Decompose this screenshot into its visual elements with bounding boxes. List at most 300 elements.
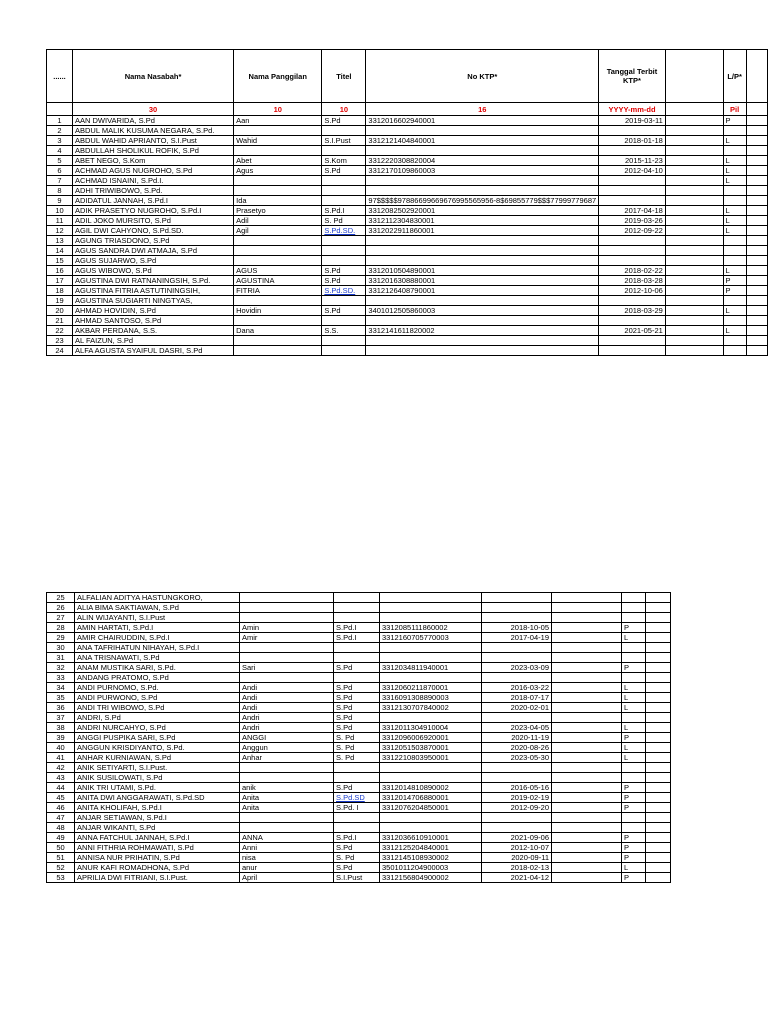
cell-lp: L (723, 226, 746, 236)
cell-blank (665, 336, 723, 346)
cell-blank (552, 853, 622, 863)
cell-lp: P (622, 663, 646, 673)
cell-tanggal-terbit: 2020-09-11 (482, 853, 552, 863)
cell-titel (322, 236, 366, 246)
cell-nama-nasabah: ALIA BIMA SAKTIAWAN, S.Pd (75, 603, 240, 613)
cell-nama-panggilan: AGUS (234, 266, 322, 276)
cell-no: 3 (47, 136, 73, 146)
cell-lp (723, 316, 746, 326)
cell-nama-panggilan: Aan (234, 116, 322, 126)
cell-tanggal-terbit: 2012-09-22 (599, 226, 666, 236)
cell-no-ktp: 3312170109860003 (366, 166, 599, 176)
cell-blank (665, 136, 723, 146)
table-row (47, 853, 671, 863)
cell-nama-nasabah: ANIK SUSILOWATI, S.Pd (75, 773, 240, 783)
table-row (47, 326, 768, 336)
cell-no: 7 (47, 176, 73, 186)
col-header-nama-nasabah: Nama Nasabah* (73, 50, 234, 103)
cell-titel: S.Pd (334, 783, 380, 793)
cell-nama-nasabah: ABDUL MALIK KUSUMA NEGARA, S.Pd. (73, 126, 234, 136)
cell-blank (665, 196, 723, 206)
cell-no-ktp: 3312036610910001 (380, 833, 482, 843)
cell-blank (665, 306, 723, 316)
cell-nama-nasabah: ANDANG PRATOMO, S.Pd (75, 673, 240, 683)
cell-no: 16 (47, 266, 73, 276)
table-row (47, 196, 768, 206)
col-header-extra (746, 50, 767, 103)
cell-no-ktp (380, 823, 482, 833)
cell-lp (622, 673, 646, 683)
cell-no: 32 (47, 663, 75, 673)
cell-no-ktp: 3312130707840002 (380, 703, 482, 713)
cell-titel: S. Pd (334, 733, 380, 743)
cell-blank (552, 633, 622, 643)
cell-titel: S.Pd (334, 693, 380, 703)
cell-titel: S.Pd.I (334, 623, 380, 633)
cell-tanggal-terbit: 2016-03-22 (482, 683, 552, 693)
cell-extra (746, 316, 767, 326)
cell-titel (334, 593, 380, 603)
cell-no: 22 (47, 326, 73, 336)
cell-titel: S.Pd (322, 116, 366, 126)
cell-blank (665, 226, 723, 236)
cell-blank (552, 593, 622, 603)
cell-nama-panggilan: Wahid (234, 136, 322, 146)
cell-titel: S.Pd (334, 713, 380, 723)
cell-extra (646, 693, 671, 703)
cell-no-ktp: 3312220308820004 (366, 156, 599, 166)
cell-tanggal-terbit (599, 236, 666, 246)
table-row (47, 603, 671, 613)
table-row (47, 663, 671, 673)
limit-extra (746, 103, 767, 116)
cell-extra (746, 136, 767, 146)
cell-no: 24 (47, 346, 73, 356)
cell-tanggal-terbit: 2018-03-28 (599, 276, 666, 286)
cell-lp (622, 593, 646, 603)
cell-blank (665, 156, 723, 166)
cell-titel: S. Pd (334, 743, 380, 753)
cell-tanggal-terbit: 2017-04-19 (482, 633, 552, 643)
cell-nama-nasabah: ANA TAFRIHATUN NIHAYAH, S.Pd.I (75, 643, 240, 653)
table-row (47, 136, 768, 146)
cell-no: 42 (47, 763, 75, 773)
cell-no-ktp: 3312011304910004 (380, 723, 482, 733)
cell-nama-panggilan (240, 773, 334, 783)
table-row (47, 206, 768, 216)
cell-nama-nasabah: AAN DWIVARIDA, S.Pd (73, 116, 234, 126)
cell-tanggal-terbit: 2019-03-26 (599, 216, 666, 226)
cell-blank (665, 286, 723, 296)
cell-blank (665, 166, 723, 176)
cell-titel: S.Pd.SD. (322, 286, 366, 296)
limit-lp: Pil (723, 103, 746, 116)
cell-nama-panggilan (240, 763, 334, 773)
cell-no-ktp (366, 246, 599, 256)
cell-no-ktp: 3312085111860002 (380, 623, 482, 633)
cell-no-ktp: 3312082502920001 (366, 206, 599, 216)
cell-titel: S.Kom (322, 156, 366, 166)
cell-nama-nasabah: AGUSTINA DWI RATNANINGSIH, S.Pd. (73, 276, 234, 286)
cell-blank (665, 146, 723, 156)
cell-no-ktp (380, 593, 482, 603)
cell-no: 14 (47, 246, 73, 256)
cell-lp: P (622, 873, 646, 883)
cell-blank (665, 236, 723, 246)
cell-nama-nasabah: ANNI FITHRIA ROHMAWATI, S.Pd (75, 843, 240, 853)
cell-lp: P (622, 623, 646, 633)
cell-nama-panggilan (240, 643, 334, 653)
cell-extra (646, 723, 671, 733)
cell-blank (552, 873, 622, 883)
cell-tanggal-terbit: 2021-09-06 (482, 833, 552, 843)
cell-titel: S.Pd (322, 276, 366, 286)
cell-tanggal-terbit: 2019-02-19 (482, 793, 552, 803)
cell-blank (665, 176, 723, 186)
limit-nama-nasabah: 30 (73, 103, 234, 116)
cell-nama-panggilan: anik (240, 783, 334, 793)
cell-no: 38 (47, 723, 75, 733)
cell-blank (552, 703, 622, 713)
cell-tanggal-terbit (482, 773, 552, 783)
table-row (47, 743, 671, 753)
cell-tanggal-terbit (599, 346, 666, 356)
cell-extra (746, 246, 767, 256)
cell-no: 10 (47, 206, 73, 216)
cell-nama-nasabah: ADIDATUL JANNAH, S.Pd.I (73, 196, 234, 206)
cell-nama-panggilan (240, 603, 334, 613)
table-row (47, 693, 671, 703)
cell-lp: L (723, 306, 746, 316)
cell-nama-panggilan: Anggun (240, 743, 334, 753)
cell-no: 2 (47, 126, 73, 136)
cell-nama-nasabah: ANITA KHOLIFAH, S.Pd.I (75, 803, 240, 813)
cell-nama-nasabah: ANITA DWI ANGGARAWATI, S.Pd.SD (75, 793, 240, 803)
cell-titel (322, 246, 366, 256)
cell-extra (646, 833, 671, 843)
cell-tanggal-terbit (599, 126, 666, 136)
cell-nama-nasabah: ANDRI NURCAHYO, S.Pd (75, 723, 240, 733)
cell-no-ktp: 3316091308890003 (380, 693, 482, 703)
table-row (47, 316, 768, 326)
cell-extra (746, 346, 767, 356)
cell-tanggal-terbit (482, 643, 552, 653)
cell-nama-nasabah: ANHAR KURNIAWAN, S.Pd (75, 753, 240, 763)
cell-blank (552, 603, 622, 613)
cell-no: 19 (47, 296, 73, 306)
cell-nama-nasabah: ANDI PURNOMO, S.Pd. (75, 683, 240, 693)
cell-extra (746, 116, 767, 126)
limit-no (47, 103, 73, 116)
cell-titel (334, 773, 380, 783)
table-row (47, 246, 768, 256)
cell-no: 34 (47, 683, 75, 693)
cell-blank (552, 813, 622, 823)
cell-nama-panggilan: nisa (240, 853, 334, 863)
table-row (47, 773, 671, 783)
cell-tanggal-terbit: 2021-05-21 (599, 326, 666, 336)
cell-tanggal-terbit (599, 296, 666, 306)
cell-titel (334, 813, 380, 823)
cell-blank (552, 803, 622, 813)
cell-blank (552, 613, 622, 623)
cell-no-ktp: 3312060211870001 (380, 683, 482, 693)
cell-titel: S. Pd (334, 853, 380, 863)
cell-lp (723, 146, 746, 156)
cell-no: 53 (47, 873, 75, 883)
cell-extra (746, 126, 767, 136)
cell-nama-panggilan: April (240, 873, 334, 883)
cell-blank (552, 773, 622, 783)
cell-nama-nasabah: ANJAR SETIAWAN, S.Pd.I (75, 813, 240, 823)
cell-titel (322, 146, 366, 156)
cell-no: 43 (47, 773, 75, 783)
cell-blank (665, 326, 723, 336)
cell-no-ktp: 3312156804900002 (380, 873, 482, 883)
cell-no-ktp (366, 336, 599, 346)
cell-tanggal-terbit (599, 176, 666, 186)
cell-titel: S.S. (322, 326, 366, 336)
cell-no-ktp: 3312076204850001 (380, 803, 482, 813)
col-header-no: ...... (47, 50, 73, 103)
limits-row (47, 103, 768, 116)
cell-nama-nasabah: ANA TRISNAWATI, S.Pd (75, 653, 240, 663)
cell-lp (723, 196, 746, 206)
cell-titel (322, 296, 366, 306)
cell-nama-panggilan (240, 653, 334, 663)
cell-nama-panggilan: ANNA (240, 833, 334, 843)
cell-extra (646, 703, 671, 713)
cell-tanggal-terbit (599, 186, 666, 196)
table-row (47, 723, 671, 733)
cell-lp (622, 763, 646, 773)
cell-nama-nasabah: AMIR CHAIRUDDIN, S.Pd.I (75, 633, 240, 643)
cell-extra (746, 276, 767, 286)
customer-table-page-1 (46, 49, 768, 356)
cell-blank (552, 713, 622, 723)
table-row (47, 833, 671, 843)
cell-titel (334, 643, 380, 653)
cell-lp: P (622, 793, 646, 803)
cell-no: 25 (47, 593, 75, 603)
cell-nama-nasabah: ABDUL WAHID APRIANTO, S.I.Pust (73, 136, 234, 146)
cell-no: 29 (47, 633, 75, 643)
cell-no-ktp (380, 713, 482, 723)
cell-tanggal-terbit (482, 673, 552, 683)
cell-nama-nasabah: AGUNG TRIASDONO, S.Pd (73, 236, 234, 246)
cell-no-ktp (380, 673, 482, 683)
cell-nama-nasabah: ADHI TRIWIBOWO, S.Pd. (73, 186, 234, 196)
cell-nama-panggilan: Adil (234, 216, 322, 226)
cell-lp: P (723, 116, 746, 126)
cell-titel: S.Pd (334, 843, 380, 853)
cell-extra (646, 653, 671, 663)
cell-titel: S.Pd. I (334, 803, 380, 813)
cell-titel (322, 186, 366, 196)
cell-tanggal-terbit: 2017-04-18 (599, 206, 666, 216)
cell-titel (334, 613, 380, 623)
cell-nama-nasabah: ANNISA NUR PRIHATIN, S.Pd (75, 853, 240, 863)
cell-lp: L (723, 206, 746, 216)
cell-extra (746, 146, 767, 156)
cell-titel (334, 673, 380, 683)
cell-tanggal-terbit: 2018-10-05 (482, 623, 552, 633)
table-row (47, 843, 671, 853)
cell-tanggal-terbit: 2018-01-18 (599, 136, 666, 146)
cell-titel: S.Pd.I (334, 633, 380, 643)
cell-titel (334, 653, 380, 663)
cell-blank (552, 643, 622, 653)
cell-nama-nasabah: ALFA AGUSTA SYAIFUL DASRI, S.Pd (73, 346, 234, 356)
cell-tanggal-terbit: 2019-03-11 (599, 116, 666, 126)
cell-blank (552, 823, 622, 833)
cell-no-ktp: 3312160705770003 (380, 633, 482, 643)
cell-lp (622, 773, 646, 783)
cell-titel: S. Pd (322, 216, 366, 226)
cell-extra (746, 236, 767, 246)
cell-no-ktp: 3312121404840001 (366, 136, 599, 146)
table-row (47, 116, 768, 126)
col-header-no-ktp: No KTP* (366, 50, 599, 103)
cell-nama-panggilan: Agus (234, 166, 322, 176)
cell-titel: S.Pd (334, 703, 380, 713)
cell-lp (622, 603, 646, 613)
cell-no: 35 (47, 693, 75, 703)
cell-no: 50 (47, 843, 75, 853)
cell-no-ktp (380, 613, 482, 623)
cell-extra (746, 166, 767, 176)
table-row (47, 793, 671, 803)
cell-no: 45 (47, 793, 75, 803)
cell-titel (322, 176, 366, 186)
cell-nama-nasabah: APRILIA DWI FITRIANI, S.I.Pust. (75, 873, 240, 883)
table-row (47, 336, 768, 346)
cell-blank (665, 316, 723, 326)
cell-no: 5 (47, 156, 73, 166)
cell-extra (746, 326, 767, 336)
cell-no: 17 (47, 276, 73, 286)
cell-no-ktp: 3312145108930002 (380, 853, 482, 863)
table-row (47, 733, 671, 743)
cell-extra (746, 296, 767, 306)
cell-nama-nasabah: AGUSTINA SUGIARTI NINGTYAS, (73, 296, 234, 306)
cell-nama-panggilan: Prasetyo (234, 206, 322, 216)
table-row (47, 593, 671, 603)
cell-extra (646, 733, 671, 743)
cell-titel: S.Pd (334, 663, 380, 673)
cell-no: 44 (47, 783, 75, 793)
cell-lp: P (622, 733, 646, 743)
limit-titel: 10 (322, 103, 366, 116)
limit-blank (665, 103, 723, 116)
cell-lp (723, 126, 746, 136)
cell-nama-panggilan (234, 346, 322, 356)
cell-lp: P (723, 286, 746, 296)
cell-lp (723, 346, 746, 356)
cell-no-ktp: 3312210803950001 (380, 753, 482, 763)
cell-titel (334, 763, 380, 773)
cell-tanggal-terbit: 2018-02-22 (599, 266, 666, 276)
cell-no: 26 (47, 603, 75, 613)
cell-lp (622, 813, 646, 823)
cell-tanggal-terbit: 2023-05-30 (482, 753, 552, 763)
cell-lp: P (622, 833, 646, 843)
cell-blank (552, 653, 622, 663)
cell-no: 48 (47, 823, 75, 833)
cell-no: 4 (47, 146, 73, 156)
cell-extra (646, 713, 671, 723)
cell-nama-nasabah: AL FAIZUN, S.Pd (73, 336, 234, 346)
cell-extra (646, 643, 671, 653)
cell-tanggal-terbit (482, 653, 552, 663)
table-row (47, 673, 671, 683)
cell-no: 6 (47, 166, 73, 176)
table-row (47, 633, 671, 643)
table-row (47, 236, 768, 246)
cell-nama-panggilan: Abet (234, 156, 322, 166)
cell-tanggal-terbit (599, 336, 666, 346)
cell-extra (746, 156, 767, 166)
cell-extra (646, 683, 671, 693)
cell-extra (746, 226, 767, 236)
table-row (47, 126, 768, 136)
cell-lp: P (622, 803, 646, 813)
cell-nama-panggilan (240, 673, 334, 683)
cell-tanggal-terbit: 2012-09-20 (482, 803, 552, 813)
table-row (47, 863, 671, 873)
cell-tanggal-terbit: 2016-05-16 (482, 783, 552, 793)
table-row (47, 813, 671, 823)
cell-no: 11 (47, 216, 73, 226)
cell-nama-panggilan: Andi (240, 693, 334, 703)
table-row (47, 266, 768, 276)
cell-nama-nasabah: AKBAR PERDANA, S.S. (73, 326, 234, 336)
cell-no: 37 (47, 713, 75, 723)
cell-extra (646, 753, 671, 763)
cell-blank (552, 763, 622, 773)
table-row (47, 146, 768, 156)
cell-no: 27 (47, 613, 75, 623)
table-row (47, 186, 768, 196)
cell-nama-panggilan: AGUSTINA (234, 276, 322, 286)
cell-blank (552, 833, 622, 843)
cell-nama-panggilan: Sari (240, 663, 334, 673)
cell-titel (322, 256, 366, 266)
cell-titel (322, 126, 366, 136)
cell-nama-nasabah: AMIN HARTATI, S.Pd.I (75, 623, 240, 633)
cell-nama-nasabah: ANGGUN KRISDIYANTO, S.Pd. (75, 743, 240, 753)
cell-blank (552, 743, 622, 753)
cell-nama-panggilan (234, 146, 322, 156)
cell-no: 46 (47, 803, 75, 813)
cell-lp (723, 236, 746, 246)
cell-blank (552, 623, 622, 633)
cell-lp (622, 613, 646, 623)
cell-tanggal-terbit: 2021-04-12 (482, 873, 552, 883)
cell-blank (552, 693, 622, 703)
cell-no-ktp: 3312010504890001 (366, 266, 599, 276)
cell-lp (622, 643, 646, 653)
cell-blank (552, 733, 622, 743)
cell-extra (646, 743, 671, 753)
cell-lp: L (723, 266, 746, 276)
cell-tanggal-terbit (599, 196, 666, 206)
cell-lp: P (723, 276, 746, 286)
cell-no: 30 (47, 643, 75, 653)
cell-nama-panggilan: Andi (240, 703, 334, 713)
cell-extra (646, 633, 671, 643)
cell-blank (552, 753, 622, 763)
